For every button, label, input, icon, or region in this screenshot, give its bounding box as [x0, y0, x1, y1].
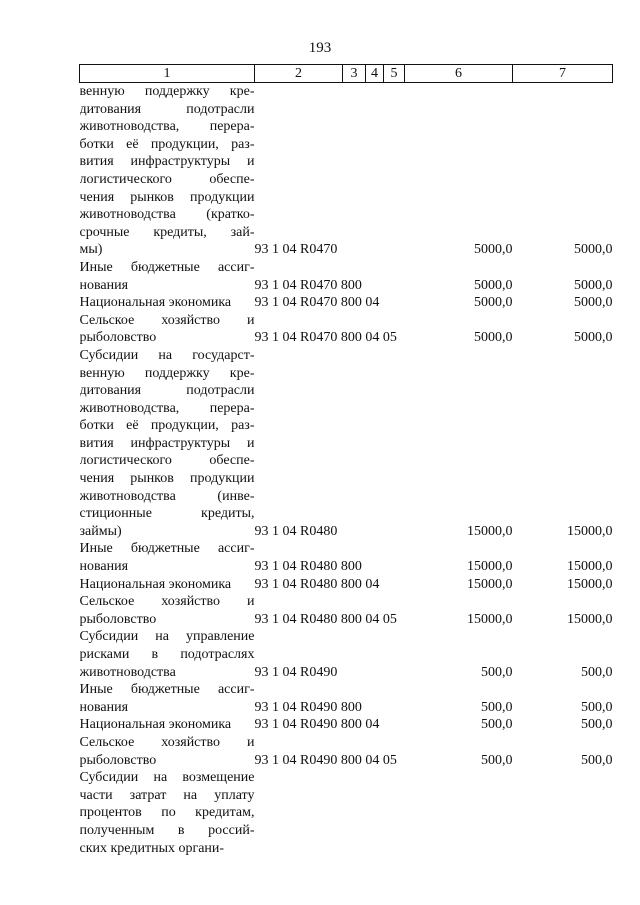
item-name-line: венную поддержку кре-: [79, 365, 255, 381]
amount-column-7: 15000,0: [567, 576, 613, 592]
item-name: [80, 628, 255, 681]
amount-column-6: 5000,0: [474, 330, 513, 346]
item-name-line: Сельское хозяйство и: [79, 594, 255, 610]
table-row: [80, 593, 613, 628]
item-name: [80, 259, 255, 294]
item-name-line: чения рынков продукции: [79, 471, 255, 487]
table-row: [80, 734, 613, 769]
column-header-3: 3: [343, 65, 366, 83]
item-name-line: Субсидии на управление: [79, 629, 255, 645]
item-name: [80, 681, 255, 716]
classification-code: 93 1 04 R0480 800 04: [254, 576, 380, 592]
classification-code: [255, 769, 405, 857]
amount-column-6: 5000,0: [474, 295, 513, 311]
item-name-line: нования: [79, 559, 129, 575]
item-name-line: животноводства, перера-: [79, 119, 255, 135]
item-name-line: чения рынков продукции: [79, 189, 255, 205]
item-name: [80, 734, 255, 769]
item-name: [80, 312, 255, 347]
amount-column-7: 15000,0: [567, 559, 613, 575]
item-name-line: животноводства: [79, 664, 176, 680]
table-row: [80, 347, 613, 541]
item-name-line: Национальная экономика: [79, 717, 232, 733]
item-name-line: части затрат на уплату: [79, 787, 255, 803]
classification-code: 93 1 04 R0490 800 04: [254, 717, 380, 733]
amount-column-6: 5000,0: [474, 277, 513, 293]
item-name-line: рыболовство: [79, 611, 157, 627]
item-name-line: Иные бюджетные ассиг-: [79, 541, 255, 557]
table-row: [80, 294, 613, 312]
item-name-line: полученным в россий-: [79, 822, 255, 838]
item-name-line: логистического обеспе-: [79, 453, 255, 469]
item-name-line: вития инфраструктуры и: [79, 154, 255, 170]
amount-column-7: 500,0: [581, 717, 613, 733]
item-name-line: рисками в подотраслях: [79, 647, 255, 662]
classification-code: 93 1 04 R0470 800 04 05: [254, 330, 397, 346]
item-name-line: ских кредитных органи-: [79, 840, 225, 856]
table-row: [80, 312, 613, 347]
classification-code: 93 1 04 R0480 800: [254, 559, 362, 575]
amount-column-6: [405, 769, 513, 857]
amount-column-6: 15000,0: [467, 559, 513, 575]
item-name-line: животноводства (инве-: [79, 488, 255, 504]
column-number-header: [80, 65, 613, 83]
classification-code: 93 1 04 R0470 800 04: [254, 295, 380, 311]
item-name: [80, 294, 255, 312]
amount-column-6: 500,0: [481, 752, 513, 768]
table-row: [80, 259, 613, 294]
amount-column-6: 500,0: [481, 664, 513, 680]
amount-column-6: 5000,0: [474, 242, 513, 258]
item-name-line: Субсидии на возмещение: [79, 770, 255, 786]
item-name-line: стиционные кредиты,: [79, 506, 255, 522]
amount-column-7: 5000,0: [574, 295, 613, 311]
amount-column-7: 500,0: [581, 664, 613, 680]
item-name: [80, 347, 255, 541]
amount-column-7: 5000,0: [574, 277, 613, 293]
item-name-line: животноводства (кратко-: [79, 207, 255, 223]
amount-column-6: 500,0: [481, 717, 513, 733]
item-name-line: Иные бюджетные ассиг-: [79, 259, 255, 275]
classification-code: 93 1 04 R0470 800: [254, 277, 362, 293]
amount-column-7: 5000,0: [574, 330, 613, 346]
item-name: [80, 769, 255, 857]
amount-column-6: 15000,0: [467, 576, 513, 592]
amount-column-6: 500,0: [481, 699, 513, 715]
table-row: [80, 769, 613, 857]
amount-column-7: 15000,0: [567, 523, 613, 539]
table-row: [80, 576, 613, 594]
table-row: [80, 83, 613, 259]
amount-column-6: 15000,0: [467, 523, 513, 539]
item-name-line: процентов по кредитам,: [79, 805, 255, 821]
item-name-line: рыболовство: [79, 752, 157, 768]
item-name-line: логистического обеспе-: [79, 171, 255, 187]
item-name-line: ботки её продукции, раз-: [79, 136, 255, 152]
table-row: [80, 716, 613, 734]
item-name: [80, 593, 255, 628]
classification-code: 93 1 04 R0480 800 04 05: [254, 611, 397, 627]
budget-table: [79, 64, 613, 857]
item-name-line: Национальная экономика: [79, 576, 232, 592]
amount-column-7: 500,0: [581, 699, 613, 715]
item-name-line: вития инфраструктуры и: [79, 435, 255, 451]
item-name-line: займы): [79, 523, 122, 539]
item-name-line: Иные бюджетные ассиг-: [79, 682, 255, 698]
classification-code: 93 1 04 R0470: [254, 242, 338, 258]
column-header-5: 5: [384, 65, 405, 83]
item-name-line: Национальная экономика: [79, 295, 232, 311]
column-header-1: 1: [80, 65, 255, 83]
item-name-line: срочные кредиты, зай-: [79, 224, 255, 240]
item-name-line: Субсидии на государст-: [79, 347, 255, 363]
classification-code: 93 1 04 R0490: [254, 664, 338, 680]
item-name-line: ботки её продукции, раз-: [79, 418, 255, 434]
column-header-6: 6: [405, 65, 513, 83]
item-name-line: нования: [79, 277, 129, 293]
column-header-7: 7: [513, 65, 613, 83]
classification-code: 93 1 04 R0490 800 04 05: [254, 752, 397, 768]
amount-column-7: 5000,0: [574, 242, 613, 258]
item-name-line: Сельское хозяйство и: [79, 734, 255, 750]
column-header-2: 2: [255, 65, 343, 83]
column-header-4: 4: [366, 65, 384, 83]
page-number: 193: [308, 40, 332, 56]
item-name-line: рыболовство: [79, 330, 157, 346]
amount-column-7: [513, 769, 613, 857]
table-row: [80, 628, 613, 681]
item-name-line: венную поддержку кре-: [79, 84, 255, 99]
item-name-line: мы): [79, 242, 103, 258]
item-name: [80, 83, 255, 259]
item-name-line: нования: [79, 699, 129, 715]
table-row: [80, 540, 613, 575]
item-name-line: дитования подотрасли: [79, 101, 255, 117]
amount-column-6: 15000,0: [467, 611, 513, 627]
table-row: [80, 681, 613, 716]
item-name: [80, 540, 255, 575]
amount-column-7: 500,0: [581, 752, 613, 768]
classification-code: 93 1 04 R0480: [254, 523, 338, 539]
classification-code: 93 1 04 R0490 800: [254, 699, 362, 715]
item-name-line: Сельское хозяйство и: [79, 312, 255, 328]
item-name: [80, 716, 255, 734]
item-name-line: дитования подотрасли: [79, 383, 255, 399]
table-body: [80, 83, 613, 858]
item-name-line: животноводства, перера-: [79, 400, 255, 416]
amount-column-7: 15000,0: [567, 611, 613, 627]
item-name: [80, 576, 255, 594]
